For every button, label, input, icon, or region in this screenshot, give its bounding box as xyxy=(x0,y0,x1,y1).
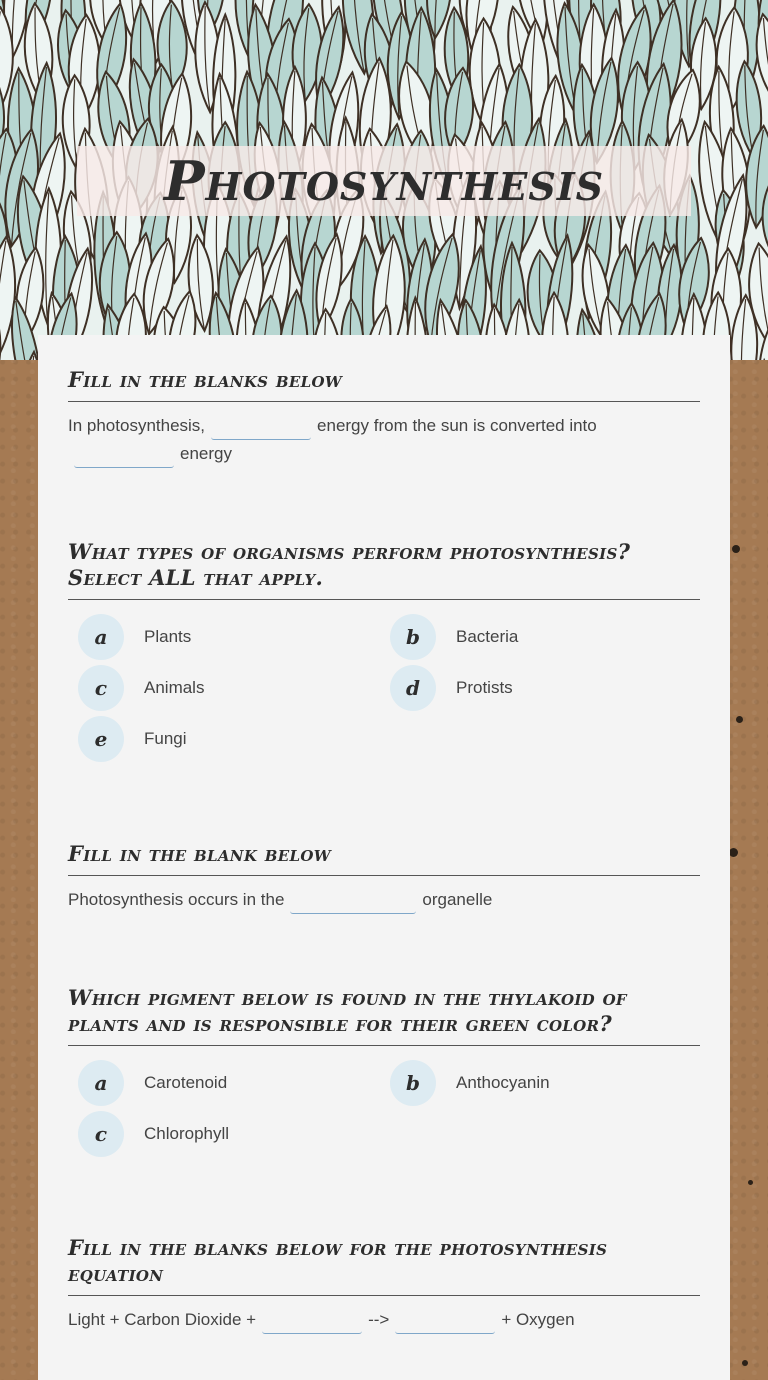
blank-input-4[interactable] xyxy=(262,1311,362,1334)
option-label: Bacteria xyxy=(456,627,519,646)
question-title: What types of organisms perform photosynthesis? Select ALL that apply. xyxy=(68,539,700,600)
option-letter-bubble: d xyxy=(390,665,436,711)
page-title: Photosynthesis xyxy=(163,149,605,213)
speck xyxy=(748,1180,753,1185)
option-label: Chlorophyll xyxy=(144,1124,230,1143)
question-5 xyxy=(68,1235,700,1334)
speck xyxy=(732,545,740,553)
header-leaf-pattern xyxy=(0,0,768,360)
option-label: Animals xyxy=(144,678,205,697)
text-segment: In photosynthesis, xyxy=(68,416,206,435)
text-segment: Light + Carbon Dioxide + xyxy=(68,1310,257,1329)
blank-input-1[interactable] xyxy=(211,417,311,440)
option-label: Protists xyxy=(456,678,513,697)
option-e[interactable] xyxy=(78,716,187,762)
option-letter-bubble: e xyxy=(78,716,124,762)
speck xyxy=(736,716,743,723)
question-2 xyxy=(68,539,700,764)
question-text xyxy=(68,1306,700,1334)
option-label: Carotenoid xyxy=(144,1073,228,1092)
text-segment: Photosynthesis occurs in the xyxy=(68,890,285,909)
blank-input-2[interactable] xyxy=(74,445,174,468)
option-label: Plants xyxy=(144,627,192,646)
question-4 xyxy=(68,985,700,1160)
question-3 xyxy=(68,841,700,914)
question-1 xyxy=(68,367,700,468)
option-c[interactable] xyxy=(78,665,204,711)
question-title: Which pigment below is found in the thylakoid of plants and is responsible for their green color? xyxy=(68,985,700,1046)
text-segment: energy from the sun is converted into xyxy=(317,416,597,435)
options-list xyxy=(68,1060,700,1160)
options-list xyxy=(68,614,700,764)
option-a[interactable] xyxy=(78,1060,227,1106)
option-a[interactable] xyxy=(78,614,191,660)
blank-input-3[interactable] xyxy=(290,891,416,914)
option-letter-bubble: b xyxy=(390,1060,436,1106)
arrow-text: --> xyxy=(368,1310,390,1329)
speck xyxy=(742,1360,748,1366)
text-segment: energy xyxy=(180,444,232,463)
option-letter-bubble: a xyxy=(78,1060,124,1106)
text-segment: organelle xyxy=(422,890,493,909)
option-b[interactable] xyxy=(390,614,518,660)
option-letter-bubble: b xyxy=(390,614,436,660)
option-letter-bubble: a xyxy=(78,614,124,660)
option-label: Anthocyanin xyxy=(456,1073,550,1092)
option-letter-bubble: c xyxy=(78,665,124,711)
question-text xyxy=(68,886,700,914)
question-text xyxy=(68,412,700,468)
option-letter-bubble: c xyxy=(78,1111,124,1157)
worksheet-card xyxy=(38,335,730,1380)
option-label: Fungi xyxy=(144,729,187,748)
option-b[interactable] xyxy=(390,1060,550,1106)
option-c[interactable] xyxy=(78,1111,229,1157)
speck xyxy=(729,848,738,857)
text-segment: + Oxygen xyxy=(501,1310,575,1329)
question-title: Fill in the blanks below xyxy=(68,367,700,402)
question-title: Fill in the blanks below for the photosynthesis equation xyxy=(68,1235,700,1296)
question-title: Fill in the blank below xyxy=(68,841,700,876)
option-d[interactable] xyxy=(390,665,513,711)
title-band xyxy=(77,146,691,216)
blank-input-5[interactable] xyxy=(395,1311,495,1334)
